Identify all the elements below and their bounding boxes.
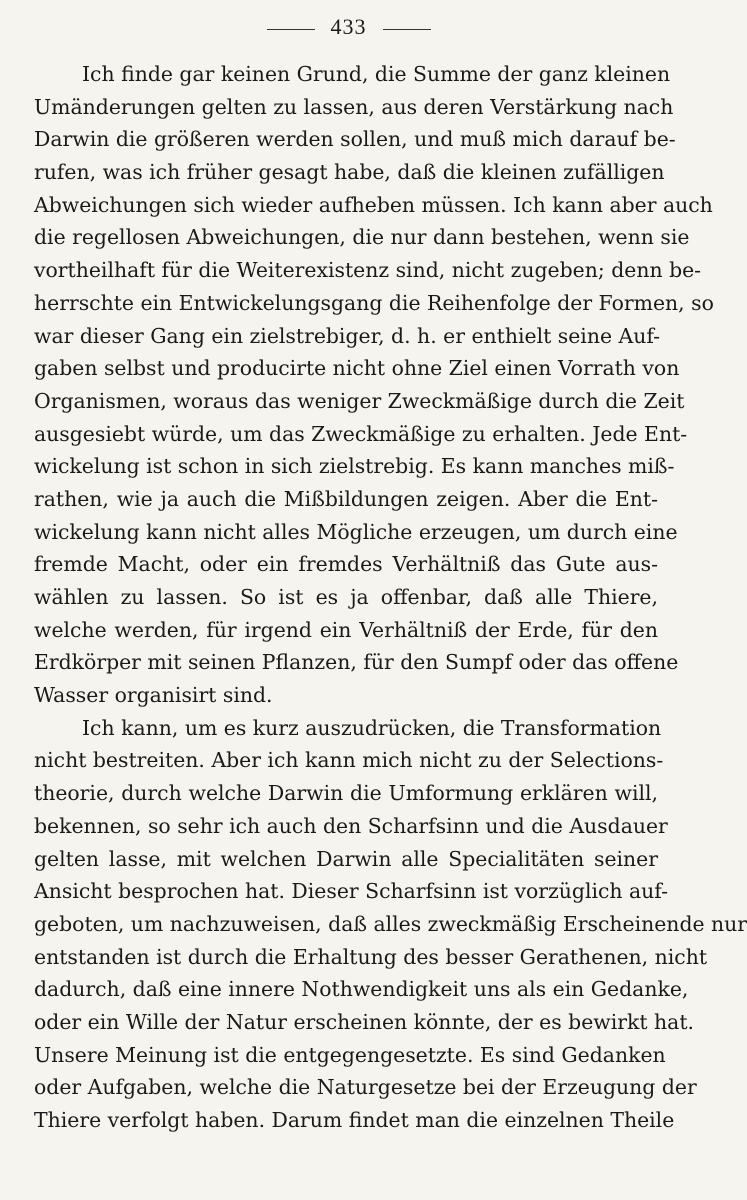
text-line: wickelung kann nicht alles Mögliche erzeugen, um durch eine bbox=[34, 519, 678, 544]
text-line: ausgesiebt würde, um das Zweckmäßige zu erhalten. Jede Ent- bbox=[34, 421, 688, 446]
page-number: 433 bbox=[330, 14, 367, 39]
text-line: dadurch, daß eine innere Nothwendigkeit uns als ein Gedanke, bbox=[34, 977, 689, 1002]
text-line: Ich kann, um es kurz auszudrücken, die Transformation bbox=[82, 715, 662, 740]
text-line: Darwin die größeren werden sollen, und muß mich darauf be- bbox=[34, 127, 676, 152]
text-line: Thiere verfolgt haben. Darum findet man die einzelnen Theile bbox=[34, 1108, 675, 1132]
text-line: herrschte ein Entwickelungsgang die Reihenfolge der Formen, so bbox=[34, 290, 714, 315]
text-line: theorie, durch welche Darwin die Umformung erklären will, bbox=[34, 781, 658, 806]
body-text bbox=[34, 58, 747, 1137]
text-line: rathen, wie ja auch die Mißbildungen zeigen. Aber die Ent- bbox=[34, 486, 658, 511]
text-line: Erdkörper mit seinen Pflanzen, für den Sumpf oder das offene bbox=[34, 650, 679, 675]
text-line: vortheilhaft für die Weiterexistenz sind, nicht zugeben; denn be- bbox=[34, 258, 702, 283]
paragraph bbox=[34, 58, 714, 712]
text-line: entstanden ist durch die Erhaltung des besser Gerathenen, nicht bbox=[34, 944, 708, 969]
text-line: oder ein Wille der Natur erscheinen könnte, der es bewirkt hat. bbox=[34, 1009, 694, 1034]
text-line: wickelung ist schon in sich zielstrebig. Es kann manches miß- bbox=[34, 454, 675, 479]
right-header-rule bbox=[383, 29, 431, 30]
text-line: Umänderungen gelten zu lassen, aus deren Verstärkung nach bbox=[34, 94, 674, 119]
text-line: rufen, was ich früher gesagt habe, daß die kleinen zufälligen bbox=[34, 160, 665, 185]
text-line: fremde Macht, oder ein fremdes Verhältniß das Gute aus- bbox=[34, 552, 658, 577]
left-header-rule bbox=[267, 29, 315, 30]
text-line: Wasser organisirt sind. bbox=[34, 683, 273, 708]
text-line: oder Aufgaben, welche die Naturgesetze bei der Erzeugung der bbox=[34, 1075, 697, 1100]
text-line: bekennen, so sehr ich auch den Scharfsinn und die Ausdauer bbox=[34, 813, 668, 838]
paragraph bbox=[34, 712, 747, 1137]
text-line: Ich finde gar keinen Grund, die Summe der ganz kleinen bbox=[82, 62, 671, 86]
text-line: Organismen, woraus das weniger Zweckmäßige durch die Zeit bbox=[34, 388, 685, 413]
text-line: geboten, um nachzuweisen, daß alles zweckmäßig Erscheinende nur bbox=[34, 911, 747, 936]
text-line: Unsere Meinung ist die entgegengesetzte. Es sind Gedanken bbox=[34, 1042, 666, 1067]
text-line: die regellosen Abweichungen, die nur dann bestehen, wenn sie bbox=[34, 225, 690, 250]
text-line: gelten lasse, mit welchen Darwin alle Specialitäten seiner bbox=[34, 846, 658, 871]
text-line: war dieser Gang ein zielstrebiger, d. h. er enthielt seine Auf- bbox=[34, 323, 661, 348]
text-line: nicht bestreiten. Aber ich kann mich nicht zu der Selections- bbox=[34, 748, 664, 773]
text-line: Ansicht besprochen hat. Dieser Scharfsinn ist vorzüglich auf- bbox=[34, 879, 669, 904]
text-line: gaben selbst und producirte nicht ohne Ziel einen Vorrath von bbox=[34, 356, 680, 381]
page-header bbox=[0, 10, 697, 44]
text-line: wählen zu lassen. So ist es ja offenbar, daß alle Thiere, bbox=[34, 585, 658, 609]
text-line: welche werden, für irgend ein Verhältniß der Erde, für den bbox=[34, 617, 658, 642]
text-line: Abweichungen sich wieder aufheben müssen. Ich kann aber auch bbox=[34, 192, 713, 217]
